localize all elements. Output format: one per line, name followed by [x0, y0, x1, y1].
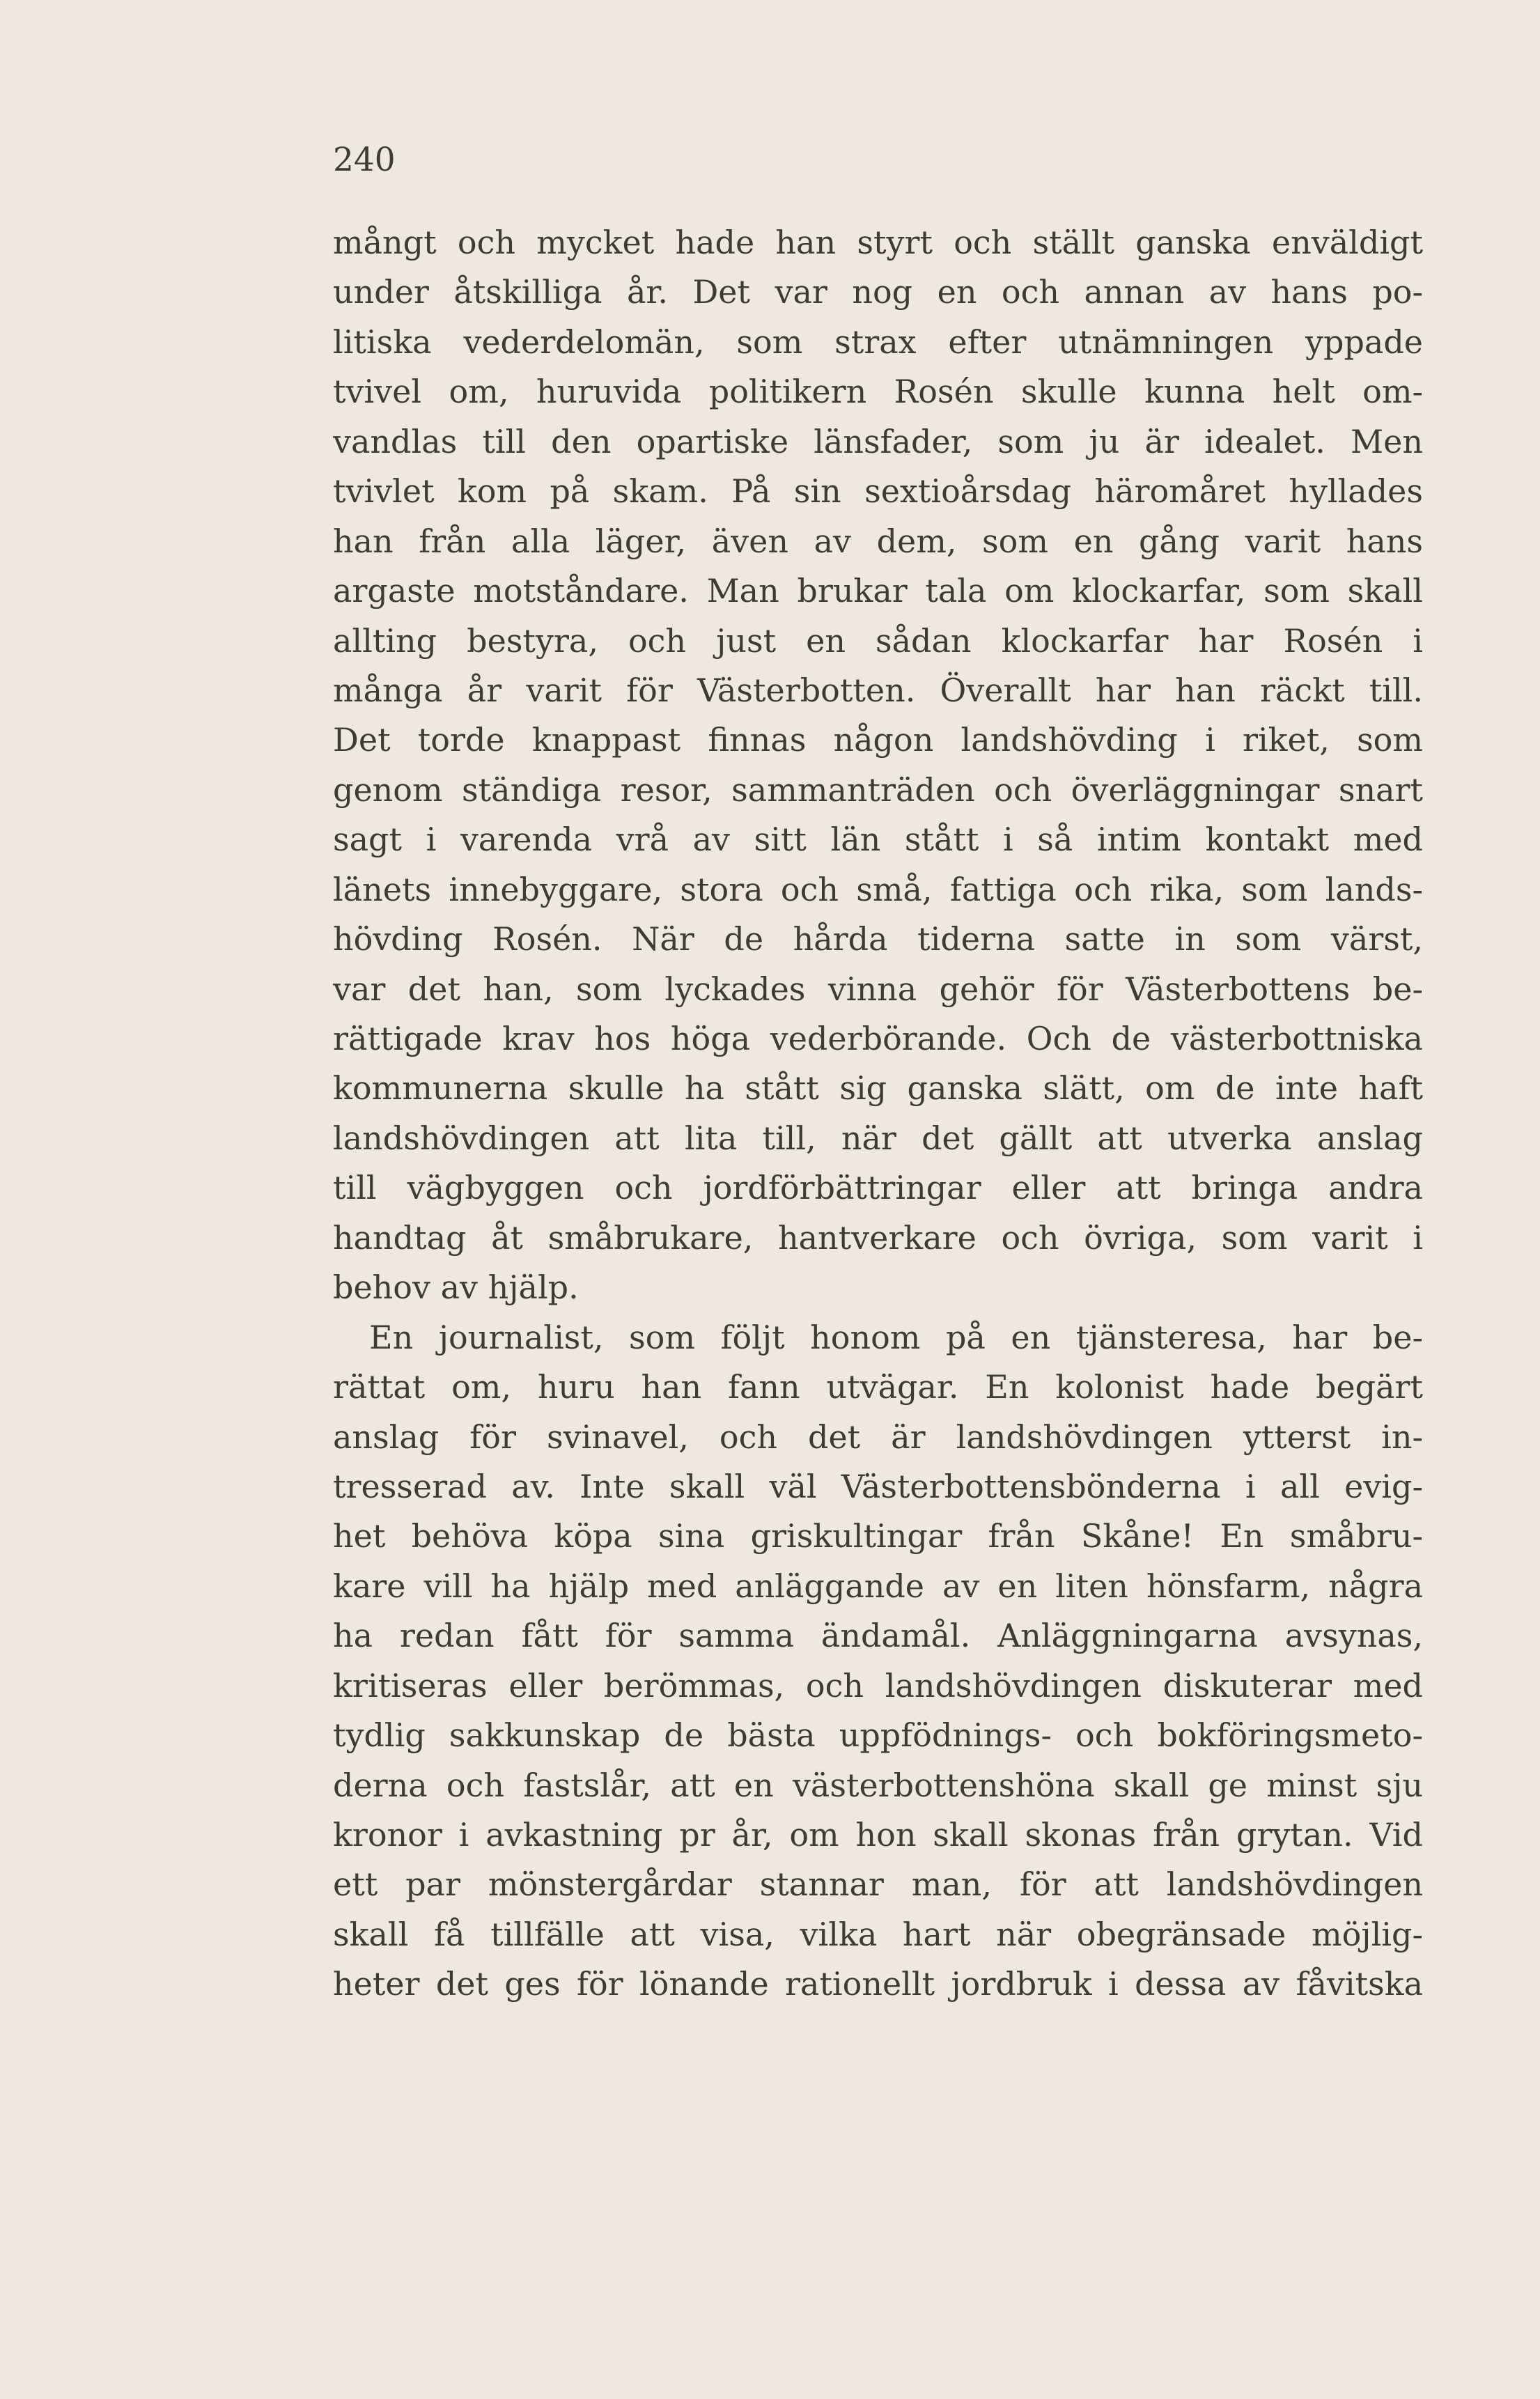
page-number: 240: [333, 141, 396, 179]
text-line: rättigade krav hos höga vederbörande. Och de västerbottniska: [333, 1020, 1423, 1057]
text-line: tresserad av. Inte skall väl Västerbottensbönderna i all evig-: [333, 1467, 1423, 1505]
text-line: sagt i varenda vrå av sitt län stått i så intim kontakt med: [333, 821, 1423, 859]
text-line: skall få tillfälle att visa, vilka hart när obegränsade möjlig-: [333, 1915, 1423, 1953]
text-line: Det torde knappast finnas någon landshövding i riket, som: [333, 721, 1423, 759]
text-line: ha redan fått för samma ändamål. Anläggningarna avsynas,: [333, 1617, 1423, 1655]
text-line: kritiseras eller berömmas, och landshövdingen diskuterar med: [333, 1666, 1423, 1705]
text-line: tvivlet kom på skam. På sin sextioårsdag häromåret hyllades: [333, 472, 1423, 511]
text-line: rättat om, huru han fann utvägar. En kolonist hade begärt: [333, 1368, 1423, 1406]
text-line: kronor i avkastning pr år, om hon skall skonas från grytan. Vid: [333, 1816, 1423, 1854]
text-line: tvivel om, huruvida politikern Rosén skulle kunna helt om-: [333, 373, 1423, 411]
text-line: till vägbyggen och jordförbättringar eller att bringa andra: [333, 1169, 1423, 1207]
text-line: derna och fastslår, att en västerbottenshöna skall ge minst sju: [333, 1766, 1423, 1804]
text-line: mångt och mycket hade han styrt och ställt ganska enväldigt: [333, 224, 1423, 261]
text-line: behov av hjälp.: [333, 1268, 579, 1307]
text-line: argaste motståndare. Man brukar tala om klockarfar, som skall: [333, 572, 1423, 610]
text-line: länets innebyggare, stora och små, fattiga och rika, som lands-: [333, 870, 1423, 908]
text-line: allting bestyra, och just en sådan klockarfar har Rosén i: [333, 621, 1423, 660]
text-line: genom ständiga resor, sammanträden och överläggningar snart: [333, 770, 1423, 809]
text-line: var det han, som lyckades vinna gehör för Västerbottens be-: [333, 970, 1423, 1008]
text-line: kare vill ha hjälp med anläggande av en liten hönsfarm, några: [333, 1567, 1423, 1605]
text-line: hövding Rosén. När de hårda tiderna satte in som värst,: [333, 920, 1423, 958]
text-line: het behöva köpa sina griskultingar från Skåne! En småbru-: [333, 1517, 1423, 1555]
text-line: handtag åt småbrukare, hantverkare och övriga, som varit i: [333, 1218, 1423, 1257]
text-line: ett par mönstergårdar stannar man, för att landshövdingen: [333, 1865, 1423, 1904]
text-line: litiska vederdelomän, som strax efter utnämningen yppade: [333, 323, 1423, 361]
text-line: heter det ges för lönande rationellt jordbruk i dessa av fåvitska: [333, 1965, 1423, 2003]
text-line: tydlig sakkunskap de bästa uppfödnings- och bokföringsmeto-: [333, 1716, 1423, 1755]
text-line: han från alla läger, även av dem, som en gång varit hans: [333, 522, 1423, 560]
text-line: vandlas till den opartiske länsfader, som ju är idealet. Men: [333, 422, 1423, 460]
text-line: många år varit för Västerbotten. Överallt har han räckt till.: [333, 671, 1423, 709]
text-line: En journalist, som följt honom på en tjänsteresa, har be-: [369, 1318, 1423, 1356]
text-line: anslag för svinavel, och det är landshövdingen ytterst in-: [333, 1418, 1423, 1456]
text-line: under åtskilliga år. Det var nog en och annan av hans po-: [333, 273, 1423, 311]
text-line: landshövdingen att lita till, när det gällt att utverka anslag: [333, 1119, 1423, 1157]
text-line: kommunerna skulle ha stått sig ganska slätt, om de inte haft: [333, 1069, 1423, 1108]
body-text: [333, 218, 1423, 2010]
